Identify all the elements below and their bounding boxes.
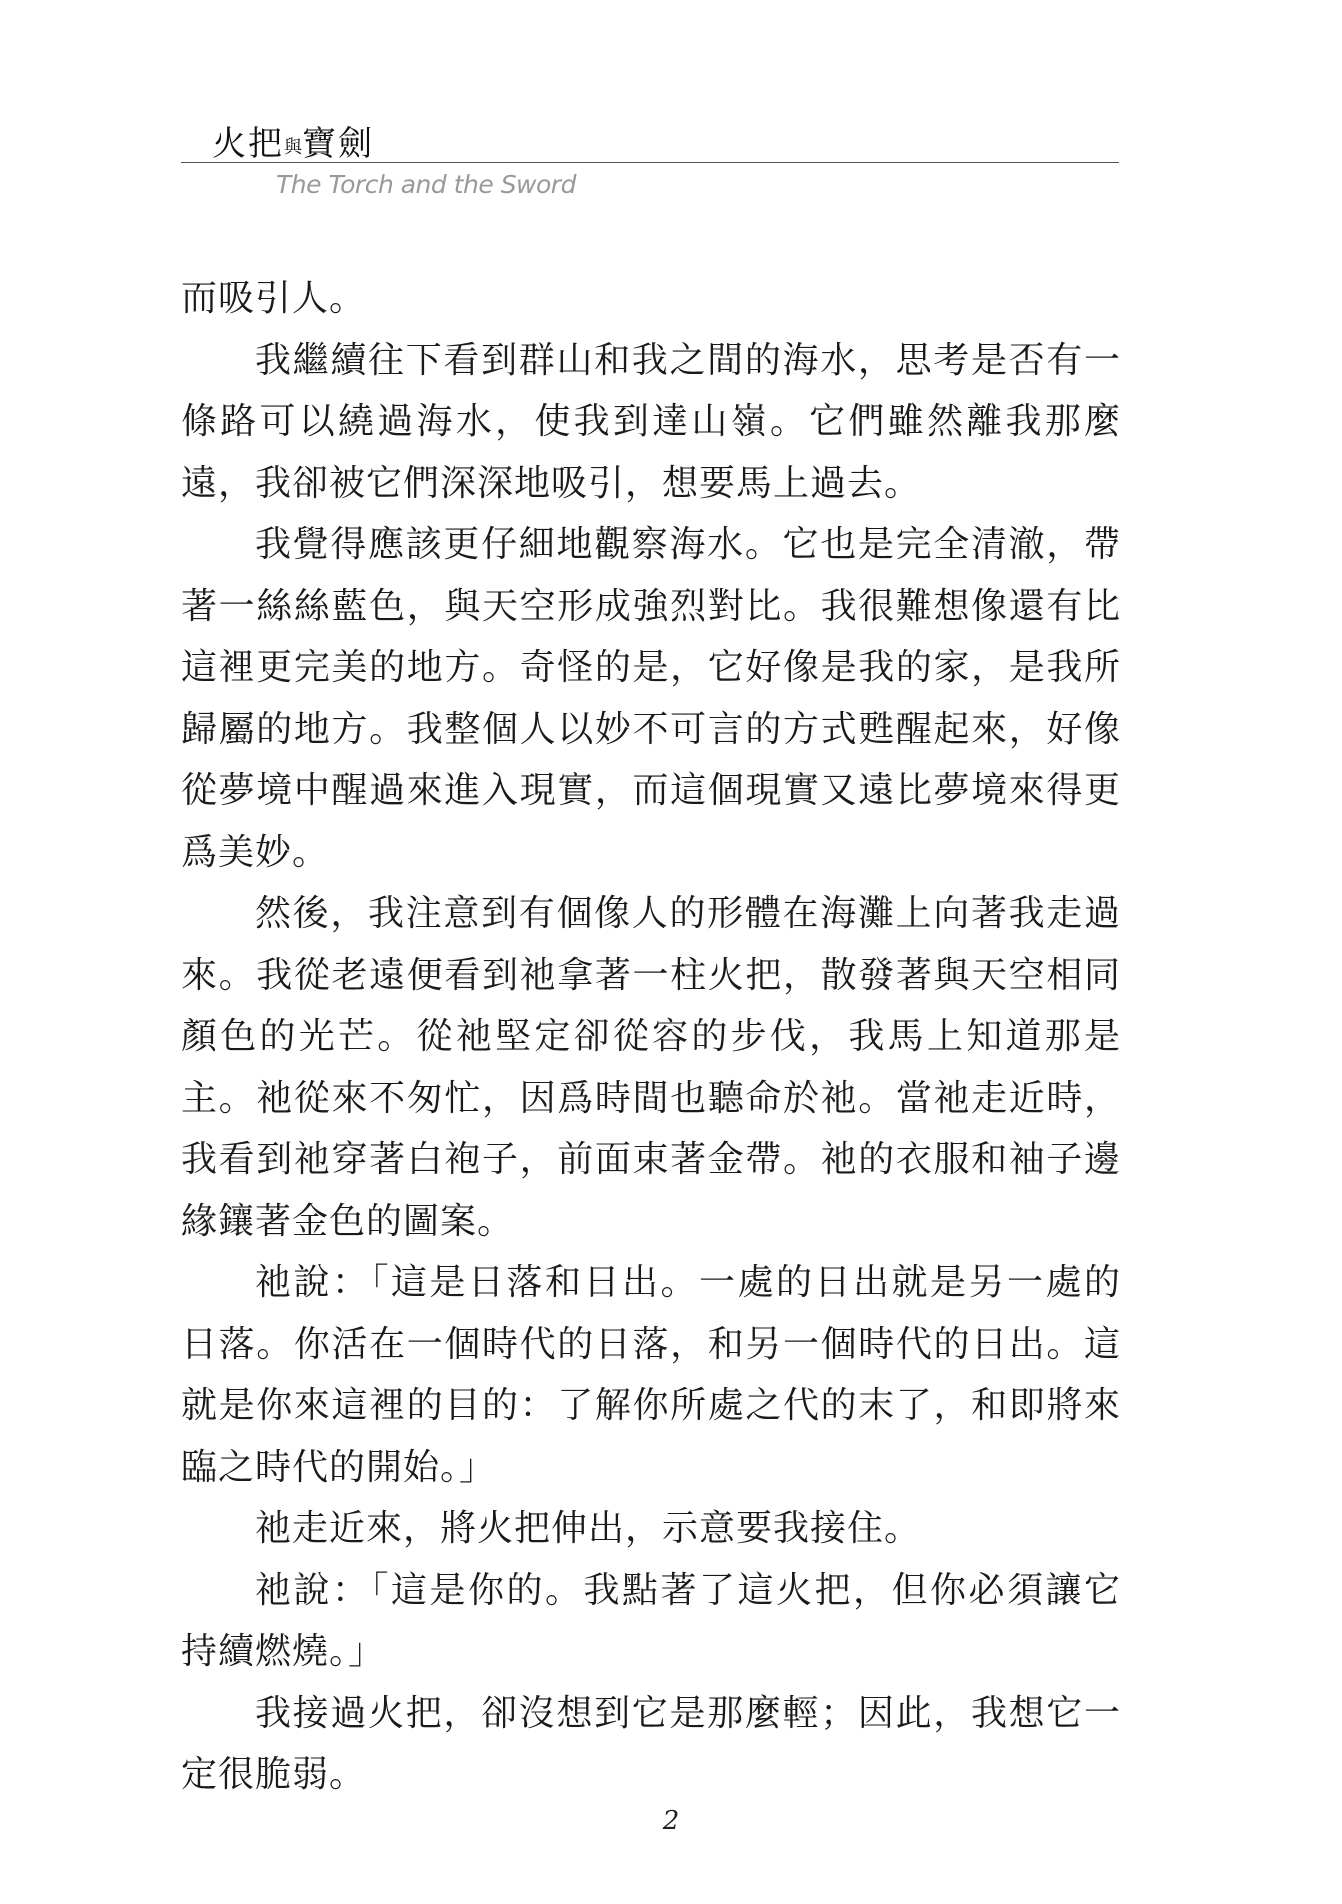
paragraph: 祂走近來，將火把伸出，示意要我接住。 xyxy=(255,1508,922,1549)
paragraph: 然後，我注意到有個像人的形體在海灘上向著我走過來。我從老遠便看到祂拿著一柱火把，散發著與天空相同顏色的光芒。從祂堅定卻從容的步伐，我馬上知道那是主。祂從來不匆忙，因爲時間也聽命於祂。當祂走近時，我看到祂穿著白袍子，前面束著金帶。祂的衣服和袖子邊緣鑲著金色的圖案。 xyxy=(181,893,1121,1242)
paragraph: 我繼續往下看到群山和我之間的海水，思考是否有一條路可以繞過海水，使我到達山嶺。它們雖然離我那麼遠，我卻被它們深深地吸引，想要馬上過去。 xyxy=(181,339,1121,504)
page-number: 2 xyxy=(662,1806,680,1836)
paragraph: 祂說：「這是你的。我點著了這火把，但你必須讓它持續燃燒。」 xyxy=(181,1569,1121,1672)
body-text xyxy=(181,268,1121,1806)
paragraph: 而吸引人。 xyxy=(181,278,367,319)
paragraph: 祂說：「這是日落和日出。一處的日出就是另一處的日落。你活在一個時代的日落，和另一個時代的日出。這就是你來這裡的目的：了解你所處之代的末了，和即將來臨之時代的開始。」 xyxy=(181,1262,1121,1488)
book-subtitle: The Torch and the Sword xyxy=(276,170,576,199)
book-title-joiner: 與 xyxy=(284,137,302,158)
paragraph: 我覺得應該更仔細地觀察海水。它也是完全清澈，帶著一絲絲藍色，與天空形成強烈對比。我很難想像還有比這裡更完美的地方。奇怪的是，它好像是我的家，是我所歸屬的地方。我整個人以妙不可言的方式甦醒起來，好像從夢境中醒過來進入現實，而這個現實又遠比夢境來得更爲美妙。 xyxy=(181,524,1121,873)
book-title-part2: 寶劍 xyxy=(302,124,374,164)
book-title-part1: 火把 xyxy=(212,124,284,164)
paragraph: 我接過火把，卻沒想到它是那麼輕；因此，我想它一定很脆弱。 xyxy=(181,1692,1121,1795)
header-rule xyxy=(181,162,1119,163)
